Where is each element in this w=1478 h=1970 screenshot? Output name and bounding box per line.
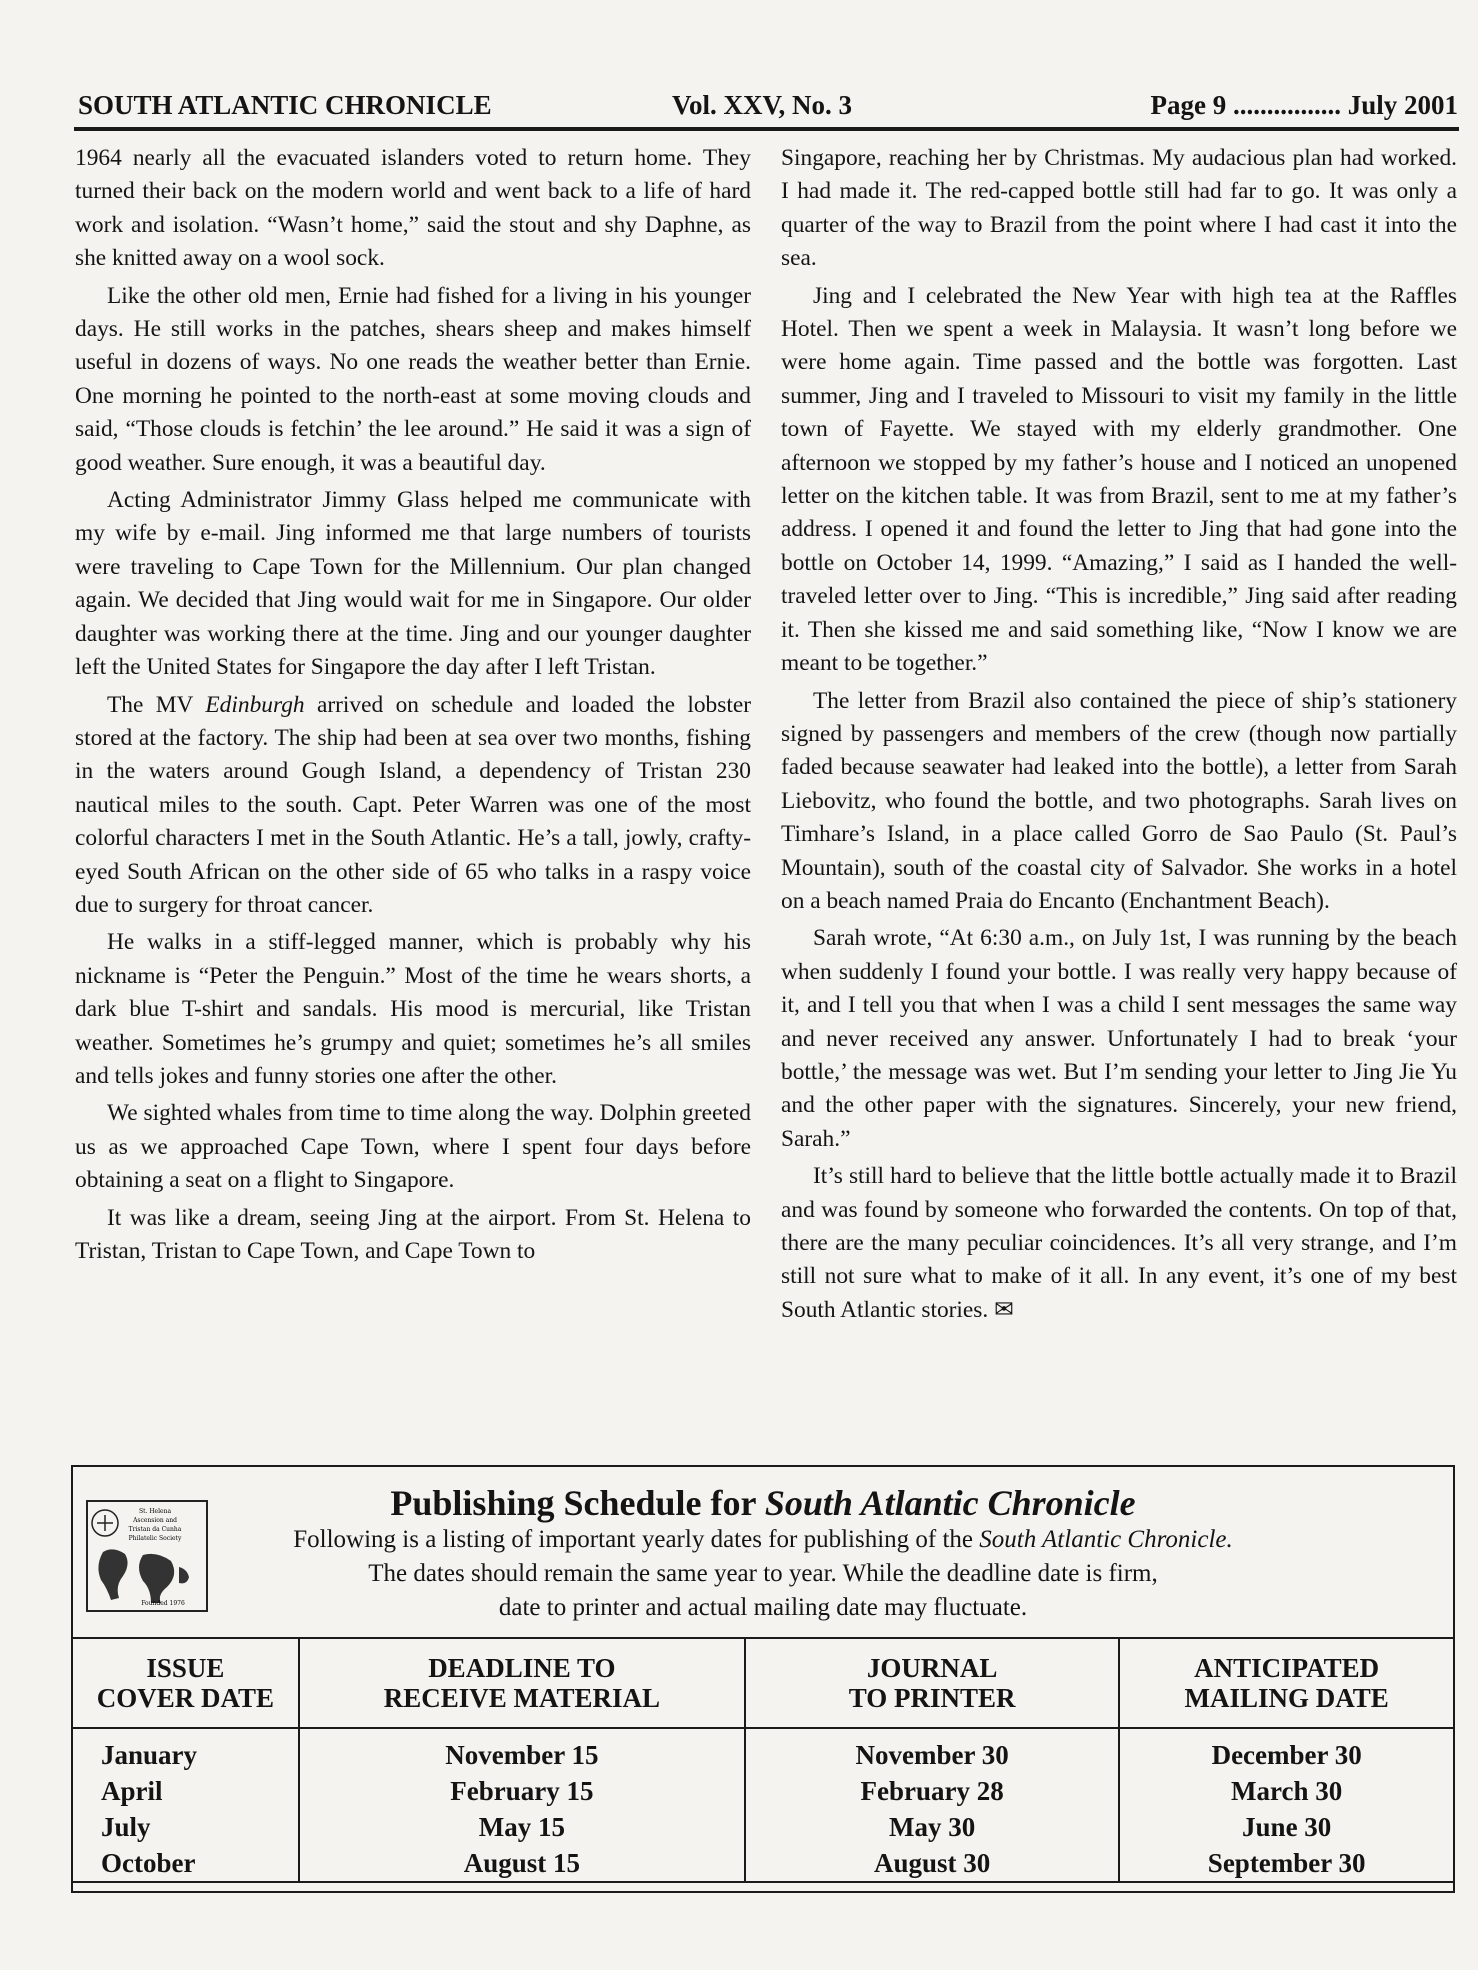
column-header: ANTICIPATED MAILING DATE [1119,1638,1454,1728]
volume-number: Vol. XXV, No. 3 [672,90,853,120]
logo-text: Ascension and [133,1517,177,1524]
table-cell: March 30 [1231,1776,1343,1806]
column-header: DEADLINE TO RECEIVE MATERIAL [299,1638,745,1728]
schedule-line-3: date to printer and actual mailing date may fluctuate. [498,1594,1028,1621]
table-cell: January [101,1740,198,1770]
paragraph: Jing and I celebrated the New Year with high tea at the Raffles Hotel. Then we spent a week in Malaysia. It wasn’t long before we were home again. Time passed and the bottle was forgotten. Last summer, Jing and I traveled to Missouri to visit my family in the little town of Fayette. We stayed with my elderly grandmother. One afternoon we stopped by my father’s house and I noticed an unopened letter on the kitchen table. It was from Brazil, sent to me at my father’s address. I opened it and found the letter to Jing that had gone into the bottle on October 14, 1999. “Amazing,” I said as I handed the well-traveled letter over to Jing. “This is incredible,” Jing said after reading it. Then she kissed me and said something like, “Now I know we are meant to be together.” [781,282,1457,677]
page-date: Page 9 ................ July 2001 [1150,90,1458,120]
schedule-title-italic: South Atlantic Chronicle [764,1483,1136,1523]
schedule-table [71,1637,1455,1883]
paragraph: The MV Edinburgh arrived on schedule and loaded the lobster stored at the factory. The ship had been at sea over two months, fishing in the waters around Gough Island, a dependency of Tristan 230 nautical miles to the south. Capt. Peter Warren was one of the most colorful characters I met in the South Atlantic. He’s a tall, jowly, crafty-eyed South African on the other side of 65 who talks in a raspy voice due to surgery for throat cancer. [75,691,752,918]
table-header-row [72,1638,1454,1728]
logo-text: Tristan da Cunha [128,1526,182,1533]
ship-name: Edinburgh [205,691,305,718]
column-header: ISSUE COVER DATE [72,1638,299,1728]
deadline-dates [299,1728,745,1882]
table-cell: April [101,1776,163,1806]
publication-name: SOUTH ATLANTIC CHRONICLE [78,90,492,120]
table-cell: June 30 [1242,1812,1332,1842]
column-header: JOURNAL TO PRINTER [745,1638,1119,1728]
schedule-title-plain: Publishing Schedule for [390,1483,765,1523]
article-column-right [781,142,1457,1331]
table-cell: July [101,1812,151,1842]
logo-text: St. Helena [138,1508,172,1515]
paragraph: The letter from Brazil also contained the piece of ship’s stationery signed by passengers and members of the crew (though now partially faded because seawater had leaked into the bottle), a letter from Sarah Liebovitz, who found the bottle, and two photographs. Sarah lives on Timhare’s Island, in a place called Gorro de Sao Paulo (St. Paul’s Mountain), south of the coastal city of Salvador. She works in a hotel on a beach named Praia do Encanto (Enchantment Beach). [781,687,1457,914]
paragraph: It’s still hard to believe that the little bottle actually made it to Brazil and was found by someone who forwarded the contents. On top of that, there are the many peculiar coincidences. It’s all very strange, and I’m still not sure what to make of it all. In any event, it’s one of my best South Atlantic stories. ✉ [781,1163,1457,1323]
paragraph: Sarah wrote, “At 6:30 a.m., on July 1st, I was running by the beach when suddenly I found your bottle. I was really very happy because of it, and I tell you that when I was a child I sent messages the same way and never received any answer. Unfortunately I had to break ‘your bottle,’ the message was wet. But I’m sending your letter to Jing Jie Yu and the other paper with the signatures. Sincerely, your new friend, Sarah.” [781,925,1457,1152]
table-cell: December 30 [1211,1740,1362,1770]
mailing-dates [1119,1728,1454,1882]
printer-dates [745,1728,1119,1882]
logo-text: Founded 1976 [141,1600,185,1607]
table-cell: October [101,1848,196,1878]
table-cell: February 28 [860,1776,1004,1806]
paragraph: It was like a dream, seeing Jing at the airport. From St. Helena to Tristan, Tristan to Cape Town, and Cape Town to [75,1204,751,1264]
paragraph: He walks in a stiff-legged manner, which is probably why his nickname is “Peter the Penguin.” Most of the time he wears shorts, a dark blue T-shirt and sandals. His mood is mercurial, like Tristan weather. Sometimes he’s grumpy and quiet; sometimes he’s all smiles and tells jokes and funny stories one after the other. [75,929,751,1089]
publishing-schedule-box [71,1465,1455,1893]
schedule-line-1-plain: Following is a listing of important yearly dates for publishing of the [293,1526,980,1553]
schedule-line-1-italic: South Atlantic Chronicle. [979,1526,1233,1553]
logo-text: Philatelic Society [128,1535,182,1542]
table-cell: May 15 [478,1812,565,1842]
paragraph: 1964 nearly all the evacuated islanders voted to return home. They turned their back on the modern world and went back to a life of hard work and isolation. “Wasn’t home,” said the stout and shy Daphne, as she knitted away on a wool sock. [75,145,751,272]
table-cell: September 30 [1207,1848,1366,1878]
schedule-title [73,1481,1453,1525]
table-cell: February 15 [450,1776,594,1806]
table-cell: November 15 [445,1740,599,1770]
paragraph: Singapore, reaching her by Christmas. My audacious plan had worked. I had made it. The red-capped bottle still had far to go. It was only a quarter of the way to Brazil from the point where I had cast it into the sea. [781,145,1457,272]
table-body-row [72,1728,1454,1882]
table-cell: November 30 [855,1740,1009,1770]
paragraph: Like the other old men, Ernie had fished for a living in his younger days. He still works in the patches, shears sheep and makes himself useful in dozens of ways. No one reads the weather better than Ernie. One morning he pointed to the north-east at some moving clouds and said, “Those clouds is fetchin’ the lee around.” He said it was a sign of good weather. Sure enough, it was a beautiful day. [75,282,751,476]
schedule-line-2: The dates should remain the same year to year. While the deadline date is firm, [368,1560,1158,1587]
table-cell: August 30 [874,1848,991,1878]
issue-cover-dates [72,1728,299,1882]
paragraph: Acting Administrator Jimmy Glass helped me communicate with my wife by e-mail. Jing informed me that large numbers of tourists were traveling to Cape Town for the Millennium. Our plan changed again. We decided that Jing would wait for me in Singapore. Our older daughter was working there at the time. Jing and our younger daughter left the United States for Singapore the day after I left Tristan. [75,487,751,681]
paragraph: We sighted whales from time to time along the way. Dolphin greeted us as we approached Cape Town, where I spent four days before obtaining a seat on a flight to Singapore. [75,1100,751,1194]
schedule-line-1 [73,1523,1453,1557]
table-cell: August 15 [463,1848,580,1878]
table-cell: May 30 [889,1812,976,1842]
article-column-left [75,142,751,1272]
header-rule [74,127,1459,131]
page-header [78,84,1458,124]
